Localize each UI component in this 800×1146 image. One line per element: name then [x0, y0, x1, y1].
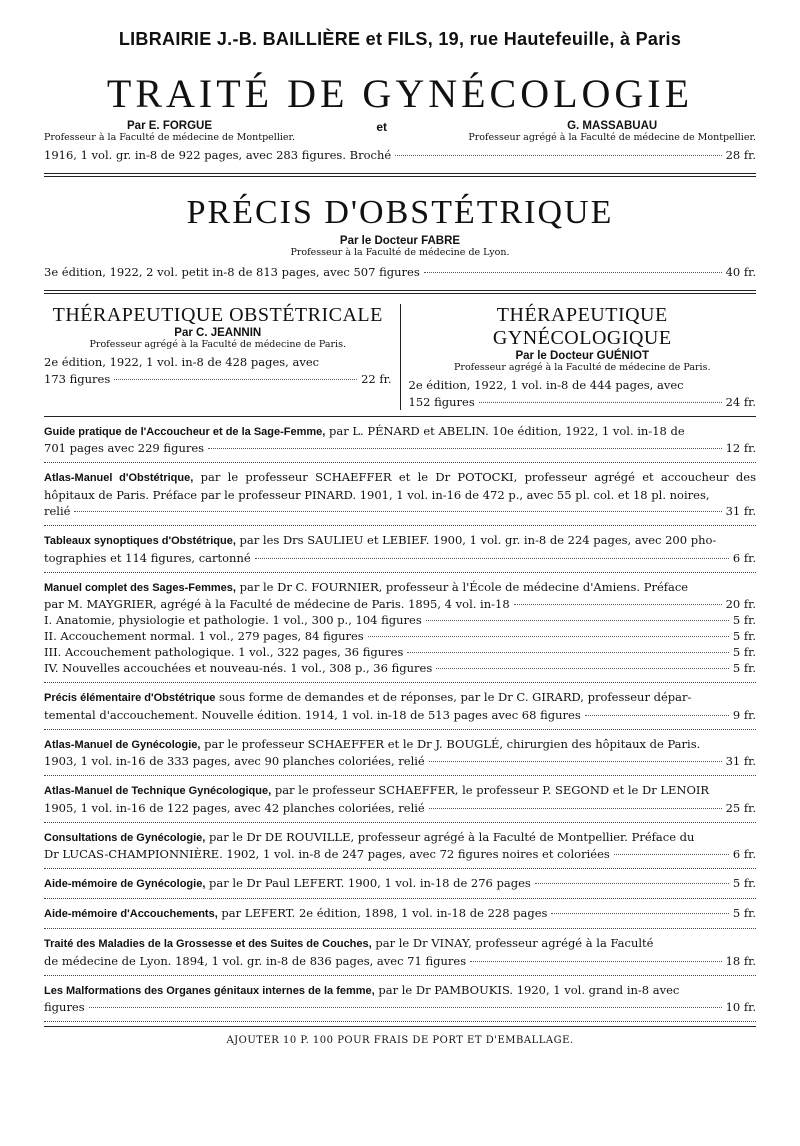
- entry-last-line: [44, 953, 756, 969]
- price: 12 fr.: [725, 441, 756, 455]
- entry-text: par le Dr VINAY, professeur agrégé à la Faculté: [371, 936, 654, 950]
- traite-authors: [44, 120, 756, 143]
- precis-author-block: [44, 235, 756, 258]
- leader-dots: [585, 715, 729, 716]
- price: 28 fr.: [725, 148, 756, 162]
- entry-body: [44, 736, 756, 754]
- leader-dots: [89, 1007, 722, 1008]
- entry-last-line: [44, 596, 756, 612]
- entry-text: figures: [44, 1000, 85, 1014]
- entry-body: [44, 829, 756, 847]
- entry-last-text: [44, 999, 85, 1015]
- leader-dots: [535, 883, 729, 884]
- entry-text: 1905, 1 vol. in-16 de 122 pages, avec 42 planches coloriées, relié: [44, 800, 425, 815]
- entry-text: temental d'accouchement. Nouvelle édition. 1914, 1 vol. in-18 de 513 pages avec 68 figures: [44, 707, 581, 722]
- entry-last-line: [44, 707, 756, 723]
- entry-text: par les Drs SAULIEU et LEBIEF. 1900, 1 vol. gr. in-8 de 224 pages, avec 200 pho-: [235, 533, 717, 547]
- entry-last-line: [44, 440, 756, 456]
- price: 10 fr.: [725, 1000, 756, 1014]
- entry-text: par le professeur SCHAEFFER et le Dr POTOCKI, professeur agrégé et accoucheur des hôpitaux de Paris. Préface par le professeur PINARD. 1901, 1 vol. in-16 de 472 p., avec 55 pl. col. et 18 pl. noires,: [44, 470, 756, 502]
- entry-title: Traité des Maladies de la Grossesse et des Suites de Couches,: [44, 938, 372, 950]
- volume-label: IV. Nouvelles accouchées et nouveau-nés. 1 vol., 308 p., 36 figures: [44, 661, 433, 675]
- catalog-entry: [44, 905, 756, 929]
- entry-text: 1903, 1 vol. in-16 de 333 pages, avec 90 planches coloriées, relié: [44, 754, 425, 768]
- leader-dots: [407, 652, 729, 653]
- publisher-header: LIBRAIRIE J.-B. BAILLIÈRE et FILS, 19, rue Hautefeuille, à Paris: [118, 29, 682, 49]
- entry-text: par le professeur SCHAEFFER et le Dr J. BOUGLÉ, chirurgien des hôpitaux de Paris.: [200, 736, 701, 751]
- desc-text: 3e édition, 1922, 2 vol. petit in-8 de 813 pages, avec 507 figures: [44, 265, 420, 279]
- price: 18 fr.: [725, 953, 756, 968]
- entry-text: Dr LUCAS-CHAMPIONNIÈRE. 1902, 1 vol. in-8 de 247 pages, avec 72 figures noires et coloriées: [44, 847, 610, 861]
- entry-last-line: [44, 753, 756, 769]
- entry-last-text: [44, 753, 425, 769]
- therapeutique-columns: [44, 304, 756, 410]
- desc-text: 1916, 1 vol. gr. in-8 de 922 pages, avec 283 figures. Broché: [44, 148, 392, 162]
- price: 40 fr.: [725, 265, 756, 279]
- entry-text: par M. MAYGRIER, agrégé à la Faculté de médecine de Paris. 1895, 4 vol. in-18: [44, 597, 510, 611]
- entry-text: par le Dr Paul LEFERT. 1900, 1 vol. in-18 de 276 pages: [205, 876, 531, 890]
- entry-last-text: [44, 846, 610, 862]
- volume-label: III. Accouchement pathologique. 1 vol., 322 pages, 36 figures: [44, 645, 404, 659]
- leader-dots: [429, 761, 722, 762]
- price: 31 fr.: [725, 754, 756, 768]
- catalog-entries: [44, 423, 756, 573]
- precis-title: PRÉCIS D'OBSTÉTRIQUE: [186, 194, 614, 231]
- desc-text: 2e édition, 1922, 1 vol. in-8 de 444 pages, avec: [408, 378, 684, 392]
- entry-last-text: [44, 953, 466, 969]
- column-title: THÉRAPEUTIQUE OBSTÉTRICALE: [52, 304, 383, 326]
- conjunction: et: [376, 120, 388, 134]
- author-name: Par C. JEANNIN: [174, 327, 262, 339]
- catalog-entry: [44, 532, 756, 573]
- therapeutique-gynecologique: [401, 304, 757, 410]
- desc-last-line: [44, 371, 392, 387]
- catalog-entry: [44, 782, 756, 823]
- leader-dots: [514, 604, 722, 605]
- entry-title: Guide pratique de l'Accoucheur et de la Sage-Femme,: [44, 425, 326, 438]
- author-affiliation: Professeur à la Faculté de médecine de Montpellier.: [44, 132, 296, 143]
- price: 5 fr.: [732, 645, 756, 659]
- entry-text: de médecine de Lyon. 1894, 1 vol. gr. in-8 de 836 pages, avec 71 figures: [44, 953, 467, 968]
- desc-last-line: [409, 394, 757, 410]
- catalog-entry: [44, 982, 756, 1023]
- price: 22 fr.: [361, 371, 392, 386]
- divider: [44, 1026, 756, 1027]
- divider: [44, 290, 756, 294]
- entry-text: sous forme de demandes et de réponses, par le Dr C. GIRARD, professeur dépar-: [215, 690, 692, 704]
- column-title: THÉRAPEUTIQUE GYNÉCOLOGIQUE: [492, 304, 672, 349]
- price: 5 fr.: [732, 876, 756, 890]
- entry-last-text: [44, 707, 581, 723]
- desc-text: 173 figures: [44, 371, 111, 386]
- footer-note: AJOUTER 10 P. 100 POUR FRAIS DE PORT ET D'EMBALLAGE.: [226, 1035, 574, 1046]
- volume-item: [44, 660, 756, 676]
- entry-last-line: [44, 550, 756, 566]
- author-affiliation: Professeur agrégé à la Faculté de médecine de Paris.: [89, 339, 346, 350]
- entry-title: Atlas-Manuel d'Obstétrique,: [44, 472, 194, 484]
- entry-last-line: [44, 875, 756, 892]
- traite-title: TRAITÉ DE GYNÉCOLOGIE: [106, 71, 694, 116]
- leader-dots: [74, 511, 721, 512]
- entry-last-text: [44, 550, 251, 566]
- entry-title: Atlas-Manuel de Technique Gynécologique,: [44, 785, 272, 797]
- catalog-entry: [44, 829, 756, 870]
- entry-text: par le Dr PAMBOUKIS. 1920, 1 vol. grand in-8 avec: [374, 982, 680, 997]
- entry-text: 701 pages avec 229 figures: [44, 441, 205, 455]
- price: 31 fr.: [725, 504, 756, 518]
- catalog-entry: [44, 875, 756, 899]
- traite-desc: [44, 147, 756, 163]
- leader-dots: [479, 402, 722, 403]
- author-name: Par E. FORGUE: [127, 120, 213, 132]
- entry-last-text: [44, 800, 425, 816]
- entry-text: par LEFERT. 2e édition, 1898, 1 vol. in-18 de 228 pages: [217, 906, 548, 920]
- entry-last-text: [44, 440, 204, 456]
- leader-dots: [114, 379, 357, 380]
- price: 25 fr.: [725, 800, 756, 815]
- leader-dots: [255, 558, 729, 559]
- entry-text: par L. PÉNARD et ABELIN. 10e édition, 1922, 1 vol. in-18 de: [325, 423, 685, 438]
- catalog-entries: [44, 689, 756, 1022]
- entry-title: Aide-mémoire de Gynécologie,: [44, 878, 206, 890]
- volume-item: [44, 628, 756, 644]
- entry-body: [44, 532, 756, 550]
- volume-list: [44, 612, 756, 676]
- entry-last-text: [44, 503, 70, 519]
- author-affiliation: Professeur agrégé à la Faculté de médecine de Montpellier.: [468, 132, 756, 143]
- author-name: Par le Docteur GUÉNIOT: [515, 350, 650, 362]
- entry-body: [44, 579, 756, 597]
- author-affiliation: Professeur agrégé à la Faculté de médecine de Paris.: [454, 362, 711, 373]
- entry-last-line: [44, 999, 756, 1015]
- entry-title: Atlas-Manuel de Gynécologie,: [44, 738, 201, 751]
- catalog-entry: [44, 935, 756, 976]
- desc-text: 2e édition, 1922, 1 vol. in-8 de 428 pages, avec: [44, 355, 320, 369]
- entry-body: [44, 782, 756, 800]
- author-name: Par le Docteur FABRE: [339, 235, 461, 247]
- leader-dots: [429, 808, 722, 809]
- author-affiliation: Professeur à la Faculté de médecine de Lyon.: [290, 247, 510, 258]
- leader-dots: [470, 961, 721, 962]
- entry-title: Les Malformations des Organes génitaux internes de la femme,: [44, 984, 375, 997]
- entry-text: relié: [44, 504, 71, 518]
- therapeutique-obstetricale: [44, 304, 401, 410]
- entry-body: [44, 935, 756, 953]
- author-name: G. MASSABUAU: [567, 120, 658, 132]
- divider: [44, 173, 756, 177]
- leader-dots: [395, 155, 721, 156]
- entry-title: Consultations de Gynécologie,: [44, 831, 206, 844]
- author-massabuau: [468, 120, 756, 143]
- author-block: [44, 327, 392, 350]
- precis-desc: [44, 264, 756, 280]
- desc-text: 152 figures: [408, 394, 475, 409]
- catalog-entry-manuel: [44, 579, 756, 684]
- volume-label: I. Anatomie, physiologie et pathologie. 1 vol., 300 p., 104 figures: [44, 613, 422, 627]
- price: 5 fr.: [732, 661, 756, 675]
- price: 5 fr.: [732, 629, 756, 643]
- entry-body: [44, 469, 756, 503]
- price: 5 fr.: [732, 613, 756, 627]
- leader-dots: [368, 636, 729, 637]
- price: 6 fr.: [732, 847, 756, 861]
- entry-last-line: [44, 800, 756, 816]
- entry-text: par le Dr C. FOURNIER, professeur à l'École de médecine d'Amiens. Préface: [235, 579, 689, 594]
- divider: [44, 416, 756, 417]
- leader-dots: [208, 448, 722, 449]
- entry-text: par le professeur SCHAEFFER, le professeur P. SEGOND et le Dr LENOIR: [271, 783, 710, 797]
- entry-last-line: [44, 905, 756, 922]
- price: 24 fr.: [725, 394, 756, 409]
- leader-dots: [614, 854, 729, 855]
- entry-body: [44, 423, 756, 441]
- catalog-entry: [44, 469, 756, 526]
- leader-dots: [551, 913, 728, 914]
- entry-text: par le Dr DE ROUVILLE, professeur agrégé à la Faculté de Montpellier. Préface du: [205, 829, 695, 844]
- page: [44, 22, 756, 1046]
- entry-last-line: [44, 846, 756, 862]
- author-forgue: [44, 120, 295, 143]
- entry-last-line: [44, 503, 756, 519]
- entry-title: Aide-mémoire d'Accouchements,: [44, 908, 218, 920]
- leader-dots: [426, 620, 729, 621]
- author-block: [409, 350, 757, 373]
- price: 9 fr.: [732, 707, 756, 722]
- entry-body: [44, 689, 756, 707]
- leader-dots: [424, 272, 722, 273]
- price: 20 fr.: [725, 597, 756, 611]
- entry-last-text: [44, 875, 531, 892]
- entry-last-text: [44, 905, 547, 922]
- entry-text: tographies et 114 figures, cartonné: [44, 550, 251, 565]
- entry-title: Manuel complet des Sages-Femmes,: [44, 581, 236, 594]
- catalog-entry: [44, 689, 756, 730]
- volume-item: [44, 644, 756, 660]
- entry-body: [44, 982, 756, 1000]
- volume-item: [44, 612, 756, 628]
- leader-dots: [436, 668, 729, 669]
- entry-title: Précis élémentaire d'Obstétrique: [44, 692, 216, 704]
- volume-label: II. Accouchement normal. 1 vol., 279 pages, 84 figures: [44, 629, 364, 643]
- price: 5 fr.: [732, 906, 756, 920]
- catalog-entry: [44, 736, 756, 777]
- catalog-entry: [44, 423, 756, 464]
- price: 6 fr.: [732, 550, 756, 565]
- entry-title: Tableaux synoptiques d'Obstétrique,: [44, 535, 236, 547]
